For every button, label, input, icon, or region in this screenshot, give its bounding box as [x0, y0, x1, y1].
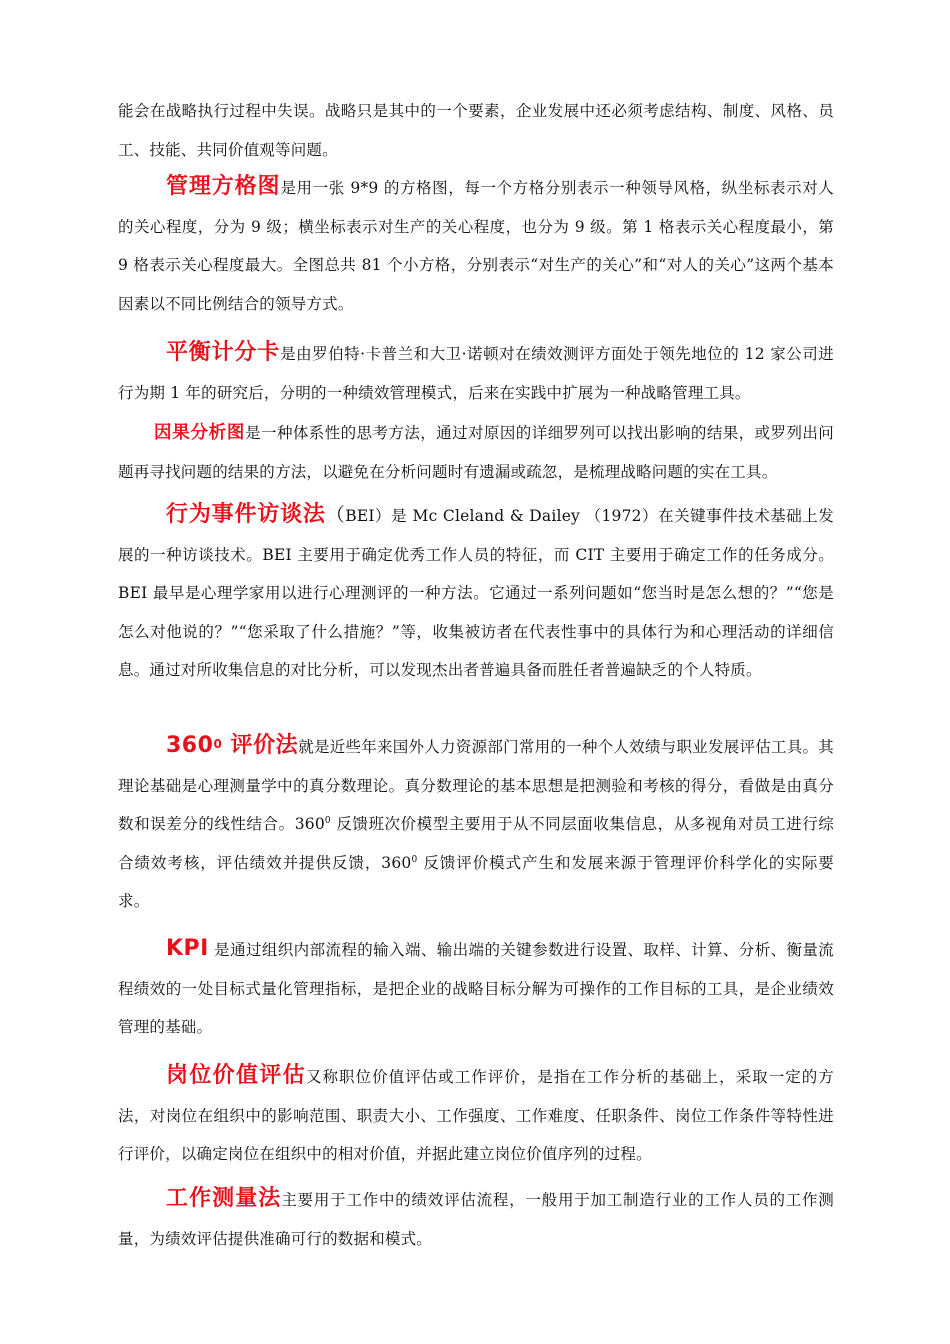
term-bei: 行为事件访谈法 — [166, 502, 326, 527]
paragraph-cause-effect — [118, 414, 834, 491]
paragraph-job-evaluation — [118, 1057, 834, 1174]
paragraph-managerial-grid-text: 是用一张 9*9 的方格图，每一个方格分别表示一种领导风格，纵坐标表示对人的关心程度，分为 9 级；横坐标表示对生产的关心程度，也分为 9 级。第 1 格表示关心程度最小，第 9 格表示关心程度最大。全图总共 81 个小方格，分别表示“对生产的关心”和“对人的关心”这两个基本因素以不同比例结合的领导方式。 — [118, 179, 834, 313]
paragraph-work-measurement — [118, 1180, 834, 1258]
paragraph-360-feedback — [118, 727, 834, 921]
term-job-evaluation: 岗位价值评估 — [166, 1063, 306, 1088]
paragraph-balanced-scorecard-text: 是由罗伯特·卡普兰和大卫·诺顿对在绩效测评方面处于领先地位的 12 家公司进行为期 1 年的研究后，分明的一种绩效管理模式，后来在实践中扩展为一种战略管理工具。 — [118, 345, 834, 402]
term-360-degree: 0 — [213, 737, 223, 751]
degree-sup-a: 0 — [324, 816, 331, 826]
term-360-number: 360 — [166, 733, 214, 758]
term-360-feedback — [166, 733, 298, 758]
paragraph-bei-text: BEI）是 Mc Cleland & Dailey （1972）在关键事件技术基础上发展的一种访谈技术。BEI 主要用于确定优秀工作人员的特征，而 CIT 主要用于确定工作的任务成分。BEI 最早是心理学家用以进行心理测评的一种方法。它通过一系列问题如“您当时是怎么想的？”“您是怎么对他说的？”“您采取了什么措施？”等，收集被访者在代表性事中的具体行为和心理活动的详细信息。通过对所收集信息的对比分析，可以发现杰出者普遍具备而胜任者普遍缺乏的个人特质。 — [118, 507, 834, 679]
paragraph-360-text-c: 反馈评价模式产生和发展来源于管理评价科学化的实际要求。 — [118, 853, 834, 910]
paragraph-cause-effect-text: 是一种体系性的思考方法，通过对原因的详细罗列可以找出影响的结果，或罗列出问题再寻找问题的结果的方法，以避免在分析问题时有遗漏或疏忽，是梳理战略问题的实在工具。 — [118, 424, 834, 481]
term-360-rest: 评价法 — [222, 733, 299, 758]
bei-open-paren: （ — [325, 504, 346, 526]
term-cause-effect: 因果分析图 — [154, 423, 246, 443]
paragraph-kpi — [118, 930, 834, 1047]
paragraph-balanced-scorecard — [118, 334, 834, 412]
paragraph-job-evaluation-text: 又称职位价值评估或工作评价，是指在工作分析的基础上，采取一定的方法，对岗位在组织中的影响范围、职责大小、工作强度、工作难度、任职条件、岗位工作条件等特性进行评价，以确定岗位在组织中的相对价值，并据此建立岗位价值序列的过程。 — [118, 1068, 834, 1163]
paragraph-360-text-b: 反馈班次价模型主要用于从不同层面收集信息，从多视角对员工进行综合绩效考核，评估绩效并提供反馈，360 — [118, 815, 834, 872]
paragraph-intro-text: 能会在战略执行过程中失误。战略只是其中的一个要素，企业发展中还必须考虑结构、制度、风格、员工、技能、共同价值观等问题。 — [118, 102, 834, 159]
paragraph-360-text-a: 就是近些年来国外人力资源部门常用的一种个人效绩与职业发展评估工具。其理论基础是心理测量学中的真分数理论。真分数理论的基本思想是把测验和考核的得分，看做是由真分数和误差分的线性结合。360 — [118, 738, 834, 833]
paragraph-bei — [118, 496, 834, 690]
term-managerial-grid: 管理方格图 — [166, 174, 281, 199]
term-kpi: KPI — [166, 936, 209, 961]
paragraph-work-measurement-text: 主要用于工作中的绩效评估流程，一般用于加工制造行业的工作人员的工作测量，为绩效评估提供准确可行的数据和模式。 — [118, 1191, 834, 1248]
paragraph-intro — [118, 92, 834, 169]
degree-sup-b: 0 — [411, 854, 418, 865]
term-balanced-scorecard: 平衡计分卡 — [166, 340, 281, 365]
paragraph-managerial-grid — [118, 168, 834, 323]
paragraph-kpi-text: 是通过组织内部流程的输入端、输出端的关键参数进行设置、取样、计算、分析、衡量流程绩效的一处目标式量化管理指标，是把企业的战略目标分解为可操作的工作目标的工具，是企业绩效管理的基础。 — [118, 941, 834, 1036]
term-work-measurement: 工作测量法 — [166, 1186, 282, 1211]
